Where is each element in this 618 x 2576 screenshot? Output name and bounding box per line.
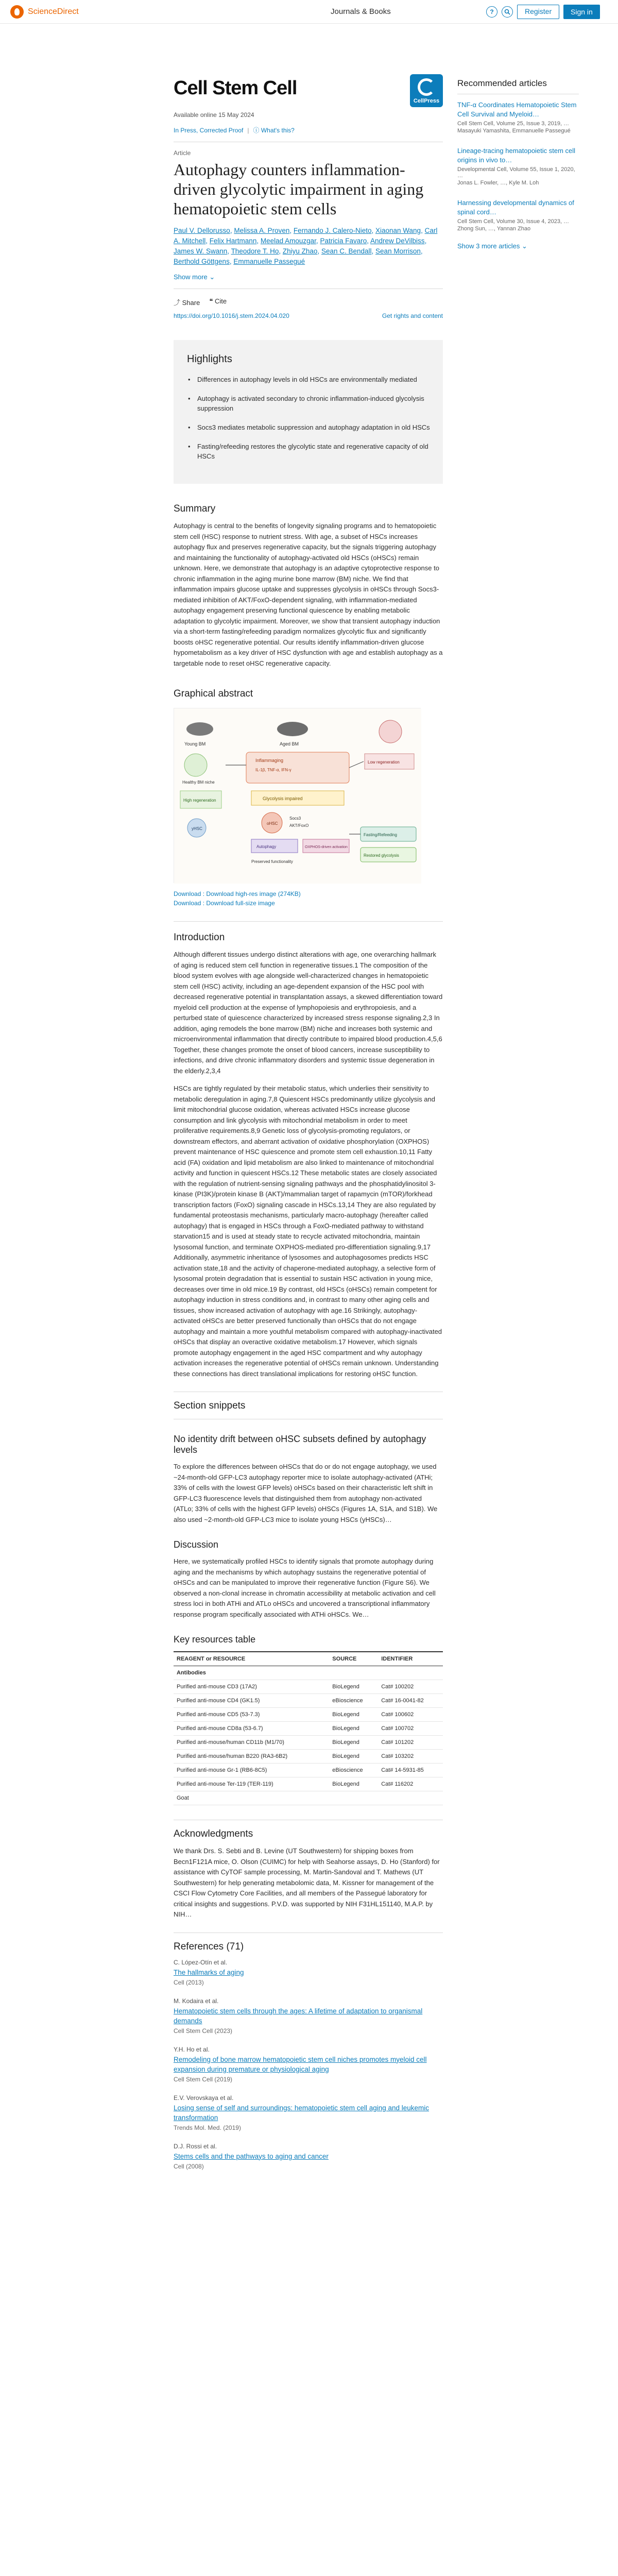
quote-icon: ❝ [209, 297, 215, 305]
recommended-article[interactable] [457, 140, 579, 192]
reference-authors: D.J. Rossi et al. [174, 2142, 217, 2150]
reference-item [174, 1959, 443, 1986]
separator: | [247, 127, 249, 134]
author-separator: , [256, 237, 261, 245]
author-link[interactable]: Fernando J. Calero-Nieto [293, 227, 372, 234]
table-row [174, 1708, 443, 1722]
summary-heading: Summary [174, 503, 216, 514]
cellpress-logo[interactable] [410, 74, 443, 107]
download-full-size-link[interactable]: Download : Download full-size image [174, 900, 275, 907]
author-separator: , [229, 258, 234, 265]
recommended-article[interactable] [457, 94, 579, 140]
table-cell: BioLegend [329, 1777, 378, 1791]
author-link[interactable]: Sean Morrison [375, 247, 421, 255]
glycolysis-impaired-label: Glycolysis impaired [263, 796, 303, 801]
divider [174, 921, 443, 922]
figure-download-links [174, 889, 443, 908]
table-cell: BioLegend [329, 1750, 378, 1764]
author-link[interactable]: Carl A. Mitchell [174, 227, 438, 245]
yhsc-label: yHSC [192, 826, 202, 831]
table-header: SOURCE [329, 1652, 378, 1666]
author-separator: , [371, 247, 376, 255]
recommended-authors: Jonas L. Fowler, …, Kyle M. Loh [457, 180, 539, 186]
recommended-articles-sidebar [457, 78, 579, 250]
author-link[interactable]: Xiaonan Wang [375, 227, 421, 234]
graphical-abstract-heading: Graphical abstract [174, 688, 253, 699]
table-cell: Purified anti-mouse/human CD11b (M1/70) [174, 1736, 329, 1750]
table-cell: Purified anti-mouse CD4 (GK1.5) [174, 1694, 329, 1708]
recommended-title[interactable]: Lineage-tracing hematopoietic stem cell origins in vivo to… [457, 147, 576, 164]
show-more-articles-label: Show 3 more articles [457, 242, 520, 250]
table-row [174, 1680, 443, 1694]
question-icon[interactable]: ? [486, 6, 497, 18]
author-link[interactable]: Sean C. Bendall [321, 247, 372, 255]
author-link[interactable]: Emmanuelle Passegué [233, 258, 305, 265]
reference-authors: C. López-Otín et al. [174, 1958, 228, 1966]
show-more-button[interactable] [174, 273, 443, 281]
young-label: Young BM [184, 741, 206, 747]
article-actions [174, 297, 443, 307]
introduction-heading: Introduction [174, 932, 225, 943]
author-link[interactable]: Felix Hartmann [209, 237, 257, 245]
introduction-paragraph: Although different tissues undergo distinct alterations with age, one overarching hallmark of aging is reduced stem cell function in regenerative tissues.1 The composition of the blood system evolves with age alongside well-characterized changes in hematopoietic stem cell (HSC) activity, including an age-dependent expansion of the HSC pool with decreased regenerative potential in transplantation assays, a skewed differentiation toward myeloid cell production at the expense of lymphopoiesis and erythropoiesis, and a perturbed state of quiescence characterized by increased stress response signaling.2,3 In addition, aging remodels the bone marrow (BM) niche and increases both systemic and microenvironmental inflammation that directly contribute to impaired blood production.4,5,6 Together, these changes promote the onset of blood cancers, increase susceptibility to infections, and drive chronic inflammatory disorders and systemic tissue degeneration in the elderly.2,3,4 [174, 951, 443, 1075]
table-cell: BioLegend [329, 1680, 378, 1694]
snippet-title[interactable]: No identity drift between oHSC subsets defined by autophagy levels [174, 1434, 426, 1455]
snippet-title[interactable]: Key resources table [174, 1634, 256, 1645]
table-row [174, 1764, 443, 1777]
doi-row [174, 312, 443, 319]
highlight-item: • Autophagy is activated secondary to chronic inflammation-induced glycolysis suppression [187, 394, 432, 413]
table-header: IDENTIFIER [378, 1652, 443, 1666]
fasting-label: Fasting/Refeeding [364, 833, 397, 837]
table-row [174, 1736, 443, 1750]
chevron-down-icon: ⌄ [522, 242, 527, 250]
recommended-title[interactable]: Harnessing developmental dynamics of spinal cord… [457, 199, 574, 216]
healthy-niche-label: Healthy BM niche [182, 780, 215, 785]
author-separator: , [279, 247, 283, 255]
author-link[interactable]: Paul V. Dellorusso [174, 227, 230, 234]
section-snippets-heading: Section snippets [174, 1400, 246, 1411]
reference-authors: Y.H. Ho et al. [174, 2045, 210, 2053]
reference-authors: E.V. Verovskaya et al. [174, 2094, 234, 2102]
highlight-item: • Fasting/refeeding restores the glycolytic state and regenerative capacity of old HSCs [187, 442, 432, 461]
top-navigation-bar [0, 0, 618, 24]
author-separator: , [289, 227, 294, 234]
reference-item [174, 2143, 443, 2170]
table-row [174, 1777, 443, 1791]
chevron-down-icon: ⌄ [209, 273, 215, 281]
inflammaging-label: Inflammaging [255, 758, 284, 763]
reference-title-link[interactable]: The hallmarks of aging [174, 1968, 244, 1976]
reference-source: Cell Stem Cell (2023) [174, 2027, 233, 2035]
oxphos-label: OXPHOS-driven activation [305, 845, 348, 849]
restored-glycolysis-label: Restored glycolysis [364, 853, 399, 858]
reference-item [174, 2094, 443, 2131]
highlights-heading: Highlights [187, 353, 232, 365]
low-regeneration-label: Low regeneration [368, 760, 400, 765]
reference-authors: M. Kodaira et al. [174, 1997, 219, 2005]
table-row [174, 1694, 443, 1708]
show-more-label: Show more [174, 273, 208, 281]
table-cell: Purified anti-mouse CD5 (53-7.3) [174, 1708, 329, 1722]
recommended-article[interactable] [457, 192, 579, 238]
reference-source: Cell Stem Cell (2019) [174, 2075, 233, 2083]
reference-title-link[interactable]: Stems cells and the pathways to aging and cancer [174, 2152, 329, 2160]
reference-list [174, 1959, 443, 2170]
whats-this-link[interactable]: What's this? [261, 127, 295, 134]
highlight-item: • Differences in autophagy levels in old HSCs are environmentally mediated [187, 375, 432, 384]
graphical-abstract-figure [174, 708, 421, 884]
cite-button[interactable] [209, 297, 227, 307]
old-mouse-icon [277, 722, 308, 736]
author-link[interactable]: Melissa A. Proven [234, 227, 290, 234]
introduction-paragraph: HSCs are tightly regulated by their metabolic status, which underlies their sensitivity to metabolic deregulation in aging.7,8 Quiescent HSCs predominantly utilize glycolysis and limit mitochondrial glucose oxidation, whereas activated HSCs increase glucose consumption and link glycolysis with mitochondrial metabolism in order to meet proliferative requirements.8,9 Genetic loss of glycolysis-promoting regulators, or downstream effectors, and aberrant activation of oxidative phosphorylation (OXPHOS) prevent maintenance of HSC quiescence and promote stem cell exhaustion.10,11 Fatty acid (FA) oxidation and lipid metabolism are also linked to maintenance of mitochondrial activity and function in quiescent HSCs.12 These metabolic states are closely associated with the regulation of nutrient-sensing signaling pathways and the phosphatidylinositol 3-kinase (PI3K)/protein kinase B (AKT)/mammalian target of rapamycin (mTOR)/forkhead transcription factors (FoxO) signaling cascade in HSCs.13,14 They are also regulated by fundamental proteostasis mechanisms, particularly macro-autophagy (hereafter called autophagy) that is engaged in HSCs through a FoxO-mediated pathway to withstand starvation15 and is used at steady state to recycle activated mitochondria, maintain lysosomal function, and terminate OXPHOS-mediated pro-differentiation signaling.9,17 Additionally, asymmetric inheritance of lysosomes and autophagosomes predicts HSC activation state,18 and the activity of chaperone-mediated autophagy, a selective form of lysosomal protein degradation that is essential to sustain HSC activation in young mice, decreases over time in old mice.19 By contrast, old HSCs (oHSCs) remain competent for autophagy induction in stress conditions and, in contrast to many other aging cells and tissues, show increased activation of autophagy with age.16 Strikingly, autophagy-activated oHSCs are better preserved functionally than oHSCs that do not engage autophagy and maintain a more youthful metabolism compared with autophagy-inactivated oHSCs that display an overactive oxidative metabolism.17 However, which signals promote autophagy engagement in the aged HSC compartment and why autophagy activation increases the regenerative potential of oHSCs remain unknown. Understanding these connections has direct translational implications for restoring oHSC function. [174, 1084, 442, 1378]
key-resources-table [174, 1651, 443, 1805]
reference-item [174, 1997, 443, 2035]
table-cell: Cat# 100202 [378, 1680, 443, 1694]
table-cell: BioLegend [329, 1722, 378, 1736]
available-online-date: Available online 15 May 2024 [174, 111, 254, 118]
table-cell: Cat# 14-5931-85 [378, 1764, 443, 1777]
share-icon: ⤴ [174, 299, 182, 307]
highlights-box [174, 340, 443, 484]
cite-label: Cite [214, 297, 227, 305]
high-regeneration-label: High regeneration [183, 798, 216, 803]
acknowledgments-text: We thank Drs. S. Sebti and B. Levine (UT Southwestern) for shipping boxes from Becn1F121A mice, O. Olson (CUIMC) for help with Seahorse assays, D. Ho (Stanford) for assistance with CyTOF sample processing, M. Martin-Sandoval and T. Mathews (UT Southwestern) for help generating metabolomic data, M. Kissner for management of the CSCI Flow Cytometry Core Facilities, and all members of the Passegué laboratory for critical insights and suggestions. P.V.D. was supported by NIH F31HL151140, M.A.P. by NIH… [174, 1847, 440, 1918]
share-button[interactable] [174, 297, 200, 307]
download-high-res-link[interactable]: Download : Download high-res image (274KB) [174, 890, 301, 897]
highlight-item: • Socs3 mediates metabolic suppression and autophagy adaptation in old HSCs [187, 422, 432, 432]
author-separator: , [371, 227, 375, 234]
in-press-label[interactable]: In Press, Corrected Proof [174, 127, 244, 134]
recommended-heading: Recommended articles [457, 78, 579, 94]
cellpress-label: CellPress [413, 98, 440, 104]
table-cell: Cat# 100602 [378, 1708, 443, 1722]
author-separator: , [316, 237, 320, 245]
doi-link[interactable]: https://doi.org/10.1016/j.stem.2024.04.020 [174, 312, 289, 319]
table-cell: eBioscience [329, 1764, 378, 1777]
table-row [174, 1722, 443, 1736]
graphical-abstract-image[interactable] [174, 708, 421, 883]
summary-text: Autophagy is central to the benefits of longevity signaling programs and to hematopoietic stem cell (HSC) response to nutrient stress. With age, a subset of HSCs increases autophagy flux and preserves regenerative capacity, but the signals triggering autophagy and maintaining the functionality of autophagy-activated old HSCs (oHSCs) remain unknown. Here, we demonstrate that autophagy is an adaptive cytoprotective response to chronic inflammation in the aging murine bone marrow (BM) niche. We find that inflammation impairs glucose uptake and suppresses glycolysis in oHSCs through Socs3-mediated inhibition of AKT/FoxO-dependent signaling, with inflammation-mediated autophagy engagement preserving functional quiescence by enabling metabolic adaptation to glycolytic impairment. Moreover, we show that transient autophagy induction via a short-term fasting/refeeding paradigm normalizes glycolytic flux and significantly boosts oHSC regenerative potential. Our results identify inflammation-driven glucose hypometabolism as a key driver of HSC dysfunction with age and establish autophagy as a targetable node to reset oHSC regenerative capacity. [174, 522, 443, 667]
rights-link[interactable]: Get rights and content [382, 312, 443, 319]
socs3-label: Socs3 [289, 816, 301, 821]
reference-title-link[interactable]: Remodeling of bone marrow hematopoietic stem cell niches promotes myeloid cell expansion during premature or physiological aging [174, 2055, 427, 2073]
recommended-authors: Zhong Sun, …, Yannan Zhao [457, 226, 531, 232]
reference-title-link[interactable]: Hematopoietic stem cells through the ages: A lifetime of adaptation to organismal demands [174, 2007, 423, 2025]
table-cell: Cat# 16-0041-82 [378, 1694, 443, 1708]
table-cell: Purified anti-mouse/human B220 (RA3-6B2) [174, 1750, 329, 1764]
recommended-authors: Masayuki Yamashita, Emmanuelle Passegué [457, 128, 571, 134]
table-cell: Cat# 103202 [378, 1750, 443, 1764]
brand-name: ScienceDirect [28, 7, 79, 16]
recommended-source: Developmental Cell, Volume 55, Issue 1, 2020, … [457, 166, 575, 179]
elsevier-tree-icon [10, 5, 24, 19]
author-link[interactable]: Meelad Amouzgar [260, 237, 316, 245]
author-separator: , [420, 247, 423, 255]
preserved-label: Preserved functionality [251, 859, 293, 864]
reference-source: Cell (2013) [174, 1978, 204, 1986]
journals-books-link[interactable]: Journals & Books [331, 7, 391, 16]
article-type: Article [174, 149, 191, 157]
show-more-articles-button[interactable] [457, 242, 579, 250]
author-separator: , [421, 227, 425, 234]
reference-source: Cell (2008) [174, 2162, 204, 2170]
aged-label: Aged BM [280, 741, 299, 747]
akt-foxo-label: AKT/FoxO [289, 823, 309, 828]
acknowledgments-heading: Acknowledgments [174, 1828, 253, 1839]
ohsc-label: oHSC [267, 821, 278, 826]
sign-in-button[interactable]: Sign in [563, 5, 600, 19]
table-cell: Purified anti-mouse CD3 (17A2) [174, 1680, 329, 1694]
reference-item [174, 2046, 443, 2083]
autophagy-label: Autophagy [256, 844, 277, 849]
table-cell: Goat [174, 1791, 329, 1805]
young-mouse-icon [186, 722, 213, 736]
author-link[interactable]: Patricia Favaro [320, 237, 367, 245]
table-row [174, 1791, 443, 1805]
cytokines-label: IL-1β, TNF-α, IFN-γ [255, 768, 291, 772]
reference-source: Trends Mol. Med. (2019) [174, 2124, 241, 2131]
references-heading: References (71) [174, 1941, 244, 1952]
author-separator: , [424, 237, 427, 245]
journal-header [174, 77, 443, 108]
recommended-source: Cell Stem Cell, Volume 25, Issue 3, 2019, … [457, 121, 570, 127]
search-icon[interactable] [502, 6, 513, 18]
author-separator: , [227, 247, 231, 255]
table-cell: eBioscience [329, 1694, 378, 1708]
author-link[interactable]: Theodore T. Ho [231, 247, 279, 255]
table-cell [329, 1791, 378, 1805]
author-link[interactable]: Zhiyu Zhao [282, 247, 318, 255]
table-cell: Purified anti-mouse Gr-1 (RB6-8C5) [174, 1764, 329, 1777]
author-link[interactable]: Andrew DeVilbiss [370, 237, 425, 245]
article-title: Autophagy counters inflammation-driven glycolytic impairment in aging hematopoietic stem cells [174, 160, 424, 218]
info-icon: ⓘ [253, 127, 261, 134]
table-group-row: Antibodies [174, 1666, 443, 1680]
journal-title[interactable]: Cell Stem Cell [174, 77, 297, 99]
author-link[interactable]: Berthold Göttgens [174, 258, 230, 265]
author-separator: , [205, 237, 210, 245]
brand-logo[interactable] [10, 5, 79, 19]
snippet-text: To explore the differences between oHSCs that do or do not engage autophagy, we used ~24-month-old GFP-LC3 autophagy reporter mice to isolate autophagy-activated (ATHi; 33% of cells with the lowest GFP levels) oHSCs based on their characteristic left shift in GFP-LC3 fluorescence levels that distinguished them from autophagy non-activated (ATLo; 33% of cells with the highest GFP levels) oHSCs (Figures 1A, S1A, and S1B). We also used ~2-month-old GFP-LC3 mice to isolate young HSCs (yHSCs)… [174, 1463, 438, 1523]
snippet-title[interactable]: Discussion [174, 1539, 219, 1550]
reference-title-link[interactable]: Losing sense of self and surroundings: hematopoietic stem cell aging and leukemic transformation [174, 2104, 430, 2122]
table-cell: Cat# 116202 [378, 1777, 443, 1791]
author-separator: , [230, 227, 234, 234]
in-press-status [174, 126, 443, 134]
recommended-title[interactable]: TNF-α Coordinates Hematopoietic Stem Cell Survival and Myeloid… [457, 101, 577, 118]
author-separator: , [317, 247, 321, 255]
author-link[interactable]: James W. Swann [174, 247, 228, 255]
table-cell: Cat# 101202 [378, 1736, 443, 1750]
table-cell [378, 1791, 443, 1805]
table-cell: Purified anti-mouse Ter-119 (TER-119) [174, 1777, 329, 1791]
cellpress-ring-icon [418, 78, 435, 96]
author-separator: , [367, 237, 370, 245]
article-main-column [174, 77, 443, 2181]
table-header: REAGENT or RESOURCE [174, 1652, 329, 1666]
table-cell: BioLegend [329, 1708, 378, 1722]
author-list [174, 226, 443, 267]
recommended-source: Cell Stem Cell, Volume 30, Issue 4, 2023, … [457, 218, 570, 225]
table-cell: Purified anti-mouse CD8a (53-6.7) [174, 1722, 329, 1736]
snippet-text: Here, we systematically profiled HSCs to identify signals that promote autophagy during aging and the mechanisms by which autophagy sustains the regenerative potential of oHSCs and can be manipulated to improve their regenerative function (Figure S6). We observed a non-clonal increase in chromatin accessibility at metabolic activation and cell stress loci in both ATHi and ATLo oHSCs and uncovered a transcriptional inflammatory response program specifically associated with ATHi oHSCs. We… [174, 1557, 436, 1618]
table-cell: Cat# 100702 [378, 1722, 443, 1736]
table-cell: BioLegend [329, 1736, 378, 1750]
share-label: Share [182, 299, 200, 307]
register-button[interactable]: Register [517, 5, 559, 19]
table-row [174, 1750, 443, 1764]
